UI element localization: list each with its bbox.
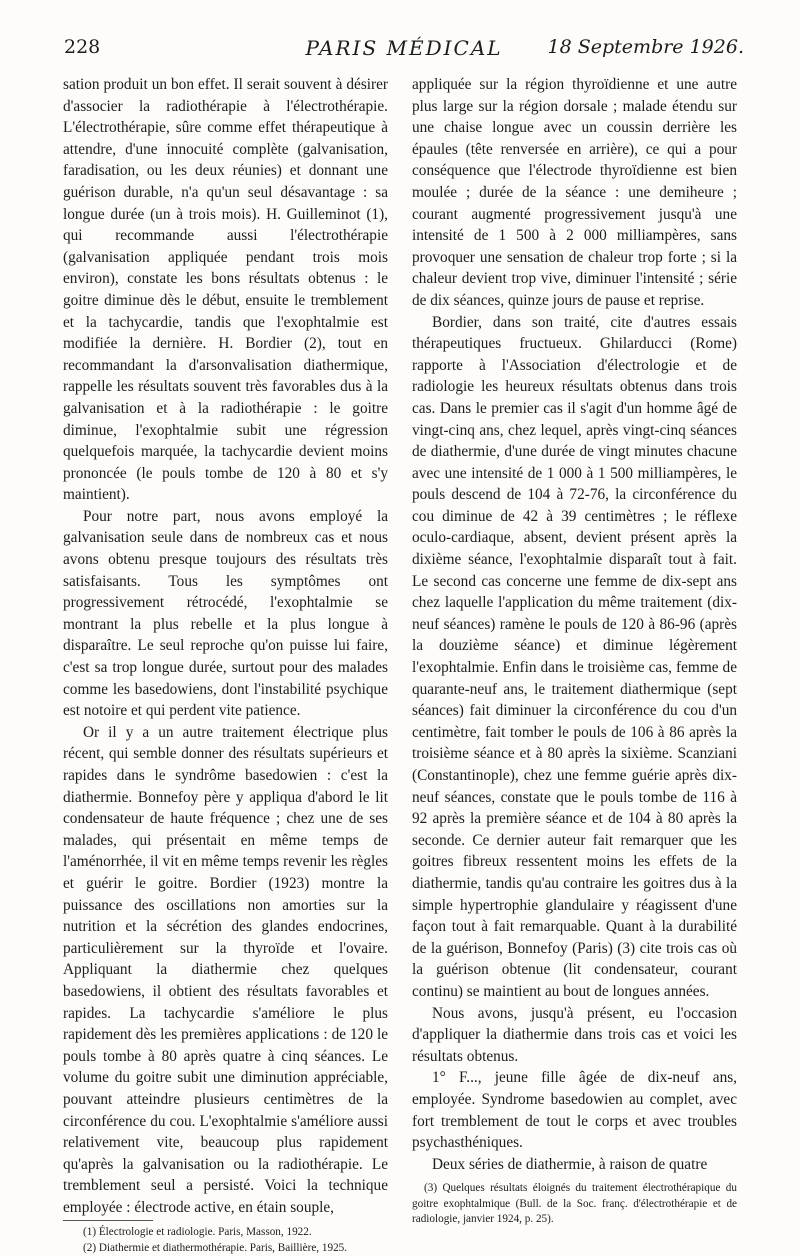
paragraph: Or il y a un autre traitement électrique plus récent, qui semble donner des résultats supérieurs et rapides dans le syndrôme basedowien : c'est la diathermie. Bonnefoy père y appliqua d'abord le lit condensateur de haute fréquence ; chez une de ses malades, qui présentait en même temps de l'aménorrhée, il vit en même temps revenir les règles et guérir le goitre. Bordier (1923) montre la puissance des oscillations non amorties sur la nutrition et la sécrétion des glandes endocrines, particulièrement sur la thyroïde et l'ovaire. Appliquant la diathermie chez quelques basedowiens, il obtient des résultats favorables et rapides. La tachycardie s'améliore le plus rapidement dès les premières applications : de 120 le pouls tombe à 80 après quatre à cinq séances. Le volume du goitre subit une diminution appréciable, pouvant atteindre plusieurs centimètres de la circonférence du cou. L'exophtalmie s'améliore aussi relativement vite, beaucoup plus rapidement qu'après la galvanisation ou la radiothérapie. Le tremblement seul a persisté. Voici la technique employée : électrode active, en étain souple, — [63, 723, 388, 1216]
running-header — [64, 36, 744, 66]
page-number: 228 — [64, 36, 101, 58]
paragraph: 1° F..., jeune fille âgée de dix-neuf ans, employée. Syndrome basedowien au complet, avec fort tremblement de tout le corps et avec troubles psychasthéniques. — [412, 1069, 737, 1152]
footnote-separator — [63, 1220, 153, 1221]
paragraph: sation produit un bon effet. Il serait souvent à désirer d'associer la radiothérapie à l'électrothérapie. L'électrothérapie, sûre comme effet thérapeutique à attendre, d'une innocuité complète (galvanisation, faradisation, ou les deux réunies) et donnant une guérison durable, n'a qu'un seul désavantage : sa longue durée (un à trois mois). H. Guilleminot (1), qui recommande aussi l'électrothérapie (galvanisation appliquée pendant trois mois environ), constate les bons résultats obtenus : le goitre diminue dès le début, ensuite le tremblement et la tachycardie, tandis que l'exophtalmie est modifiée la dernière. H. Bordier (2), tout en recommandant la d'arsonvalisation diathermique, rappelle les résultats souvent très favorables dus à la galvanisation et à la radiothérapie : le goitre diminue, l'exophtalmie subit une régression quelquefois marquée, la tachycardie devient moins prononcée (le pouls tombe de 120 à 80 et s'y maintient). — [63, 76, 388, 504]
paragraph: Bordier, dans son traité, cite d'autres essais thérapeutiques fructueux. Ghilarducci (Rome) rapporte à l'Association d'électrologie et de radiologie les heureux résultats obtenus dans trois cas. Dans le premier cas il s'agit d'un homme âgé de vingt-cinq ans, chez lequel, après vingt-cinq séances de diathermie, d'une durée de vingt minutes chacune avec une intensité de 1 000 à 1 500 milliampères, le pouls descend de 104 à 72-76, la circonférence du cou diminue de 42 à 39 centimètres ; le réflexe oculo-cardiaque, absent, devient présent après la dixième séance, l'exophtalmie disparaît tout à fait. Le second cas concerne une femme de dix-sept ans chez laquelle l'application du même traitement (dix-neuf séances) ramène le pouls de 120 à 86-96 (après la douzième séance) et diminue légèrement l'exophtalmie. Enfin dans le troisième cas, femme de quarante-neuf ans, le traitement diathermique (sept séances) fait diminuer la circonférence du cou d'un centimètre, fait tomber le pouls de 106 à 86 après la troisième séance et à 80 après la sixième. Scanziani (Constantinople), chez une femme guérie après dix-neuf séances, constate que le pouls tombe de 116 à 92 après la première séance et de 104 à 80 après la seconde. Ce dernier auteur fait remarquer que les goitres fibreux ressentent moins les effets de la diathermie, tandis qu'au contraire les goitres dus à la simple hypertrophie glandulaire y réagissent d'une façon tout à fait remarquable. Quant à la durabilité de la guérison, Bonnefoy (Paris) (3) cite trois cas où la guérison obtenue (lit condensateur, courant continu) se maintient au bout de longues années. — [412, 313, 737, 1000]
left-column — [63, 74, 388, 1256]
paragraph: appliquée sur la région thyroïdienne et une autre plus large sur la région dorsale ; malade étendu sur une chaise longue avec un coussin derrière les épaules (tête renversée en arrière), ce qui a pour conséquence que l'électrode thyroïdienne est bien moulée ; durée de la séance : une demiheure ; courant augmenté progressivement jusqu'à une intensité de 1 500 à 2 000 milliampères, sans provoquer une sensation de chaleur trop forte ; si la chaleur devient trop vive, diminuer l'intensité ; série de dix séances, quinze jours de pause et reprise. — [412, 76, 737, 309]
paragraph: Deux séries de diathermie, à raison de quatre — [432, 1155, 708, 1173]
footnote: (2) Diathermie et diathermothérapie. Paris, Baillière, 1925. — [83, 1241, 348, 1254]
journal-title: PARIS MÉDICAL — [305, 36, 503, 60]
paragraph: Nous avons, jusqu'à présent, eu l'occasion d'appliquer la diathermie dans trois cas et voici les résultats obtenus. — [412, 1004, 737, 1065]
footnote: (3) Quelques résultats éloignés du traitement électrothérapique du goitre exophtalmique (Bull. de la Soc. franç. d'électrothérapie et de radiologie, janvier 1924, p. 25). — [412, 1182, 737, 1226]
footnote: (1) Électrologie et radiologie. Paris, Masson, 1922. — [83, 1226, 312, 1239]
issue-date: 18 Septembre 1926. — [547, 36, 744, 58]
paragraph: Pour notre part, nous avons employé la galvanisation seule dans de nombreux cas et nous avons obtenu presque toujours des résultats très satisfaisants. Tous les symptômes ont progressivement rétrocédé, l'exophtalmie se montrant la plus rebelle et la plus longue à disparaître. Le seul reproche qu'on puisse lui faire, c'est sa trop longue durée, surtout pour des malades comme les basedowiens, dont l'instabilité psychique est notoire et qui perdent vite patience. — [63, 507, 388, 720]
right-column — [412, 74, 737, 1228]
